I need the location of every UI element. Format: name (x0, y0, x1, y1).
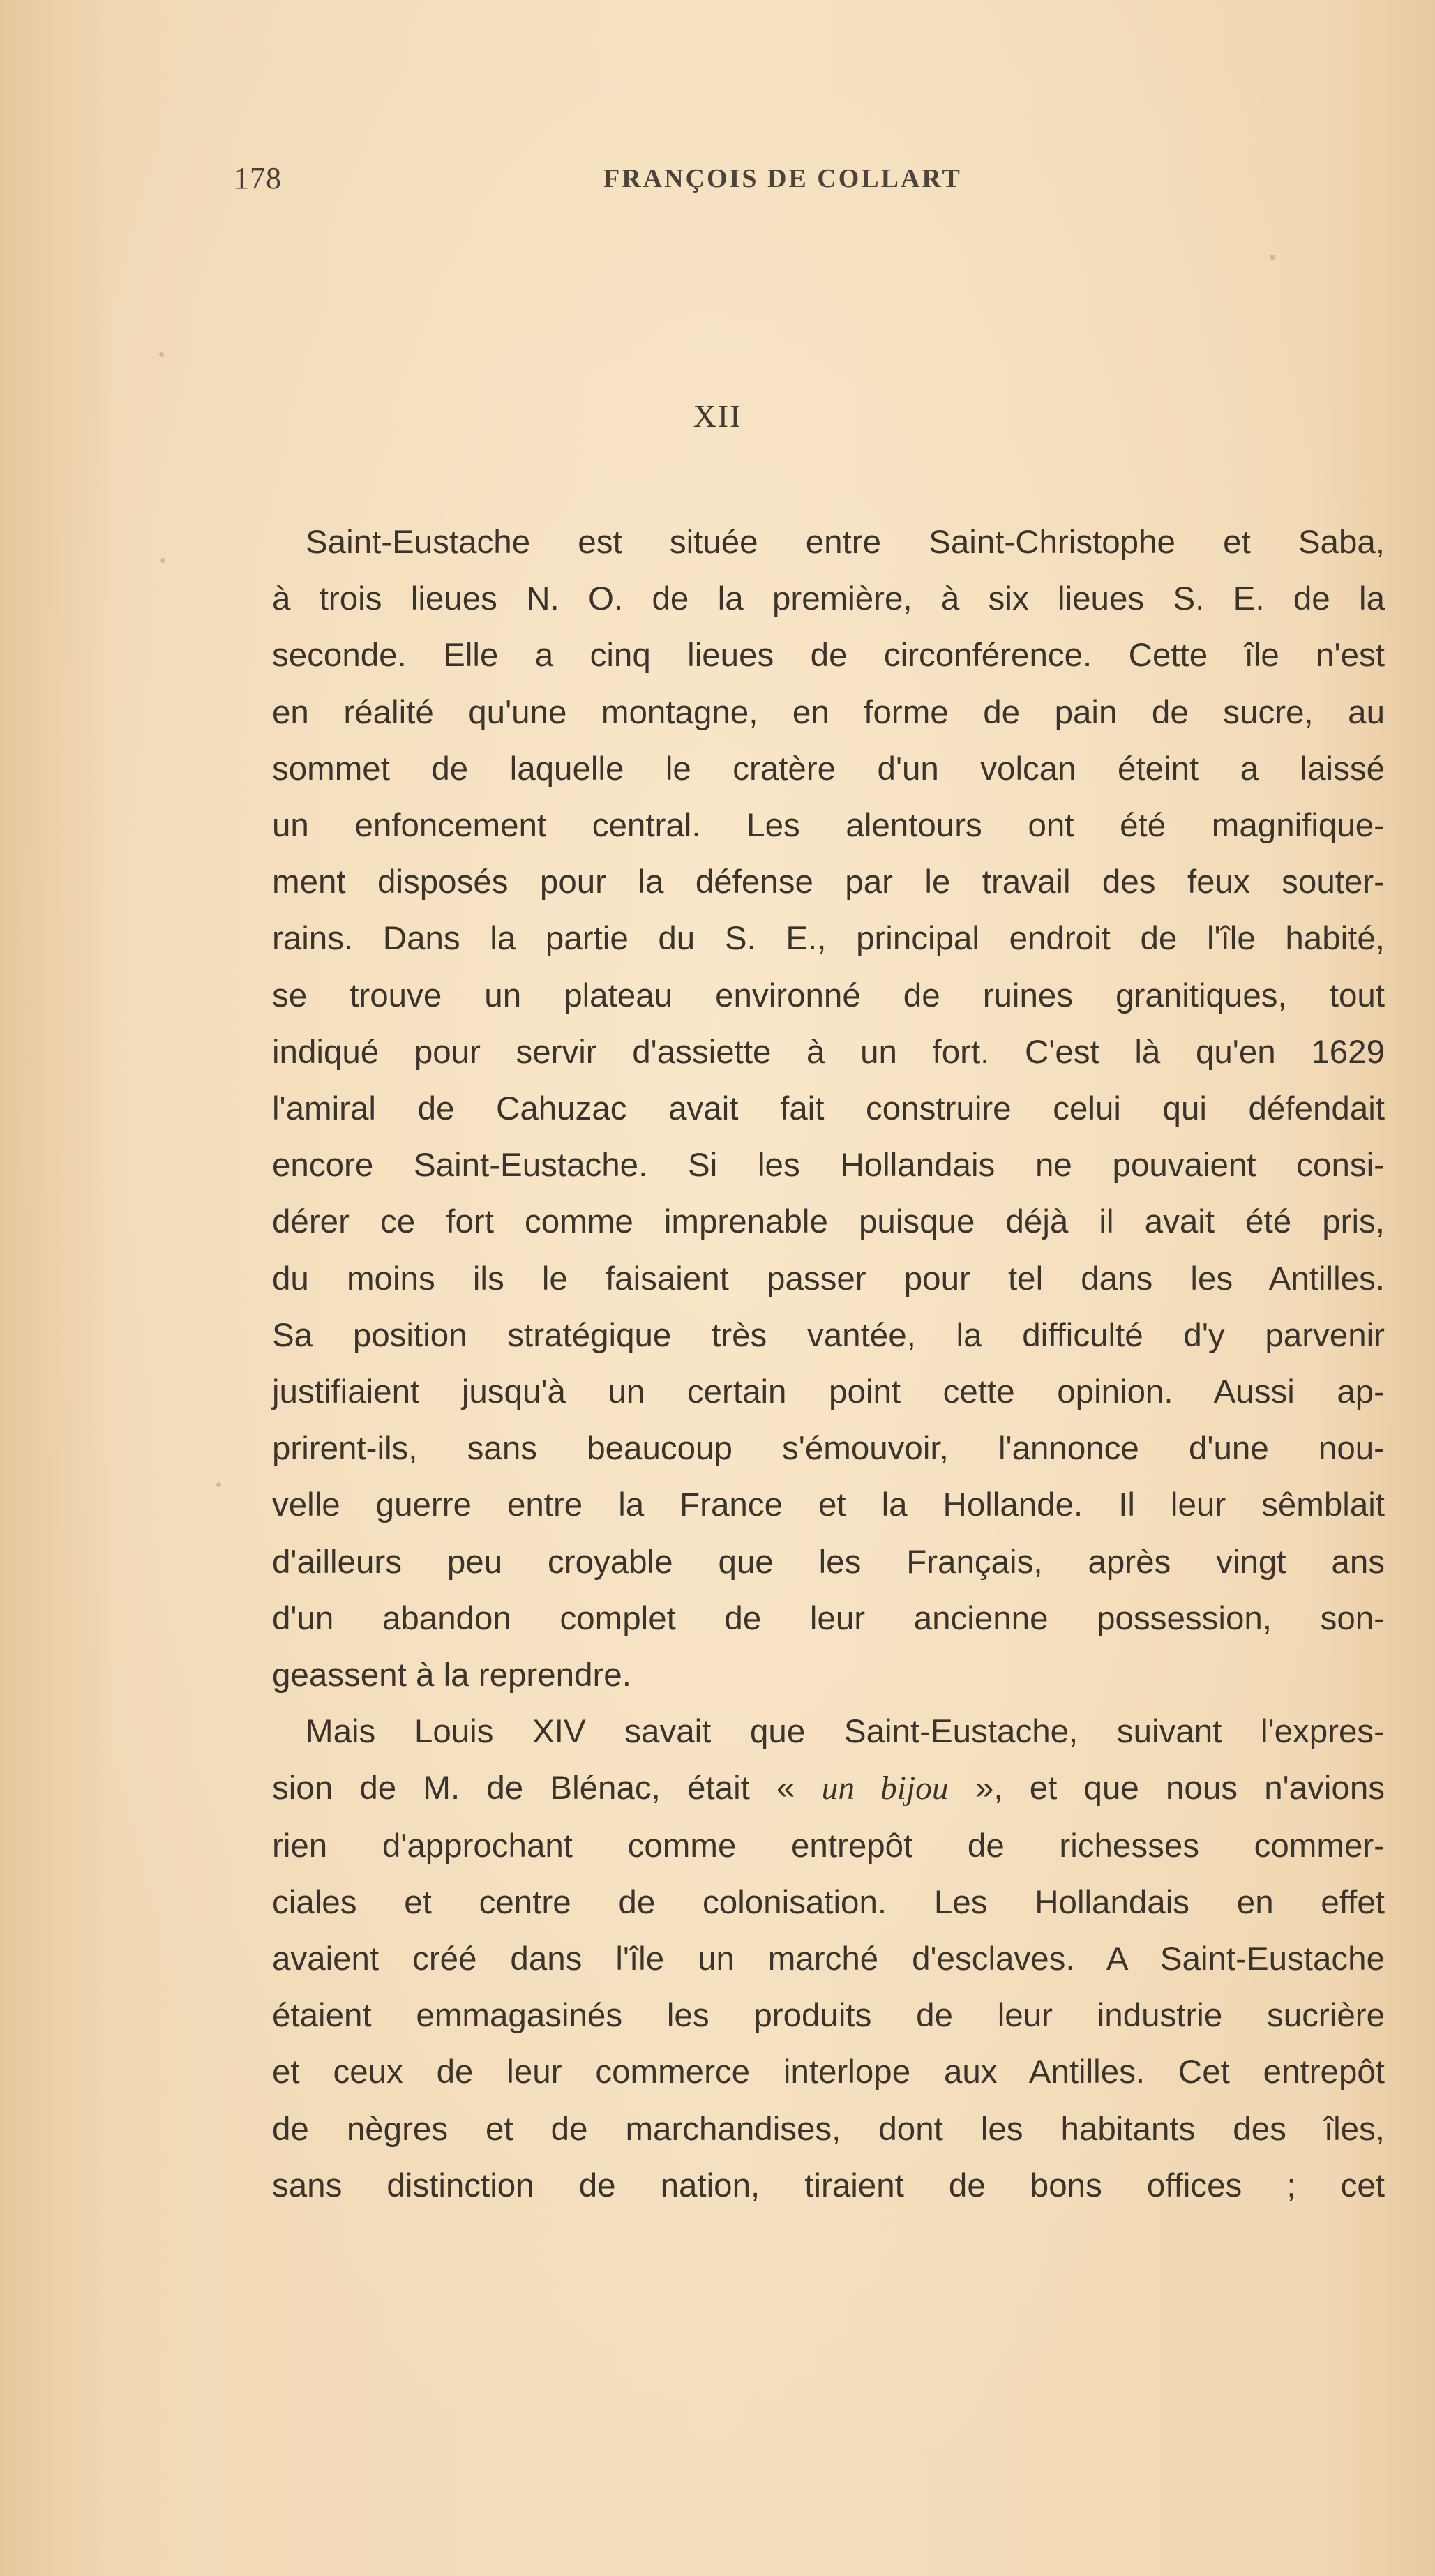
text-line: sans distinction de nation, tiraient de bons offices ; cet (272, 2167, 1385, 2204)
paragraph-1 (272, 514, 1385, 1703)
text-line: en réalité qu'une montagne, en forme de pain de sucre, au (272, 693, 1385, 731)
text-segment: », et que nous n'avions (975, 1770, 1385, 1807)
text-line: l'amiral de Cahuzac avait fait construire celui qui défendait (272, 1090, 1385, 1128)
text-line: dérer ce fort comme imprenable puisque déjà il avait été pris, (272, 1203, 1385, 1241)
text-segment: sion de M. de Blénac, était « (272, 1770, 795, 1807)
text-line: ment disposés pour la défense par le travail des feux souter- (272, 864, 1385, 901)
text-line: velle guerre entre la France et la Hollande. Il leur sêmblait (272, 1486, 1385, 1524)
body-text (272, 514, 1385, 2214)
text-line: ciales et centre de colonisation. Les Hollandais en effet (272, 1883, 1385, 1921)
text-line: justifiaient jusqu'à un certain point cette opinion. Aussi ap- (272, 1373, 1385, 1411)
italic-phrase: un bijou (821, 1770, 949, 1807)
paper-stain (160, 558, 165, 563)
text-line: encore Saint-Eustache. Si les Hollandais ne pouvaient consi- (272, 1147, 1385, 1184)
page-number: 178 (234, 161, 282, 195)
text-line: se trouve un plateau environné de ruines granitiques, tout (272, 977, 1385, 1014)
text-line: d'ailleurs peu croyable que les Français, après vingt ans (272, 1543, 1385, 1581)
text-line: geassent à la reprendre. (272, 1657, 631, 1694)
text-line (272, 1760, 1385, 1817)
text-line: de nègres et de marchandises, dont les habitants des îles, (272, 2110, 1385, 2148)
page-header (234, 160, 1388, 202)
text-line: sommet de laquelle le cratère d'un volcan éteint a laissé (272, 750, 1385, 788)
text-line: indiqué pour servir d'assiette à un fort. C'est là qu'en 1629 (272, 1033, 1385, 1071)
text-line: seconde. Elle a cinq lieues de circonférence. Cette île n'est (272, 637, 1385, 675)
running-head: FRANÇOIS DE COLLART (603, 164, 962, 193)
section-heading: XII (693, 398, 742, 434)
text-line: prirent-ils, sans beaucoup s'émouvoir, l'annonce d'une nou- (272, 1430, 1385, 1468)
text-line: Sa position stratégique très vantée, la difficulté d'y parvenir (272, 1316, 1385, 1354)
text-line: étaient emmagasinés les produits de leur industrie sucrière (272, 1997, 1385, 2035)
text-line: un enfoncement central. Les alentours ont été magnifique- (272, 807, 1385, 845)
text-line: du moins ils le faisaient passer pour tel dans les Antilles. (272, 1260, 1385, 1297)
text-line: d'un abandon complet de leur ancienne possession, son- (272, 1599, 1385, 1637)
paper-stain (159, 352, 164, 357)
paper-stain (1270, 255, 1275, 260)
text-line: avaient créé dans l'île un marché d'esclaves. A Saint-Eustache (272, 1941, 1385, 1978)
paragraph-2 (272, 1703, 1385, 2214)
text-line: rien d'approchant comme entrepôt de richesses commer- (272, 1827, 1385, 1865)
paper-stain (216, 1482, 221, 1487)
text-line: à trois lieues N. O. de la première, à six lieues S. E. de la (272, 580, 1385, 618)
text-line: et ceux de leur commerce interlope aux Antilles. Cet entrepôt (272, 2054, 1385, 2091)
text-line: rains. Dans la partie du S. E., principal endroit de l'île habité, (272, 920, 1385, 958)
text-line: Saint-Eustache est située entre Saint-Christophe et Saba, (306, 524, 1385, 561)
text-line: Mais Louis XIV savait que Saint-Eustache, suivant l'expres- (306, 1713, 1385, 1751)
